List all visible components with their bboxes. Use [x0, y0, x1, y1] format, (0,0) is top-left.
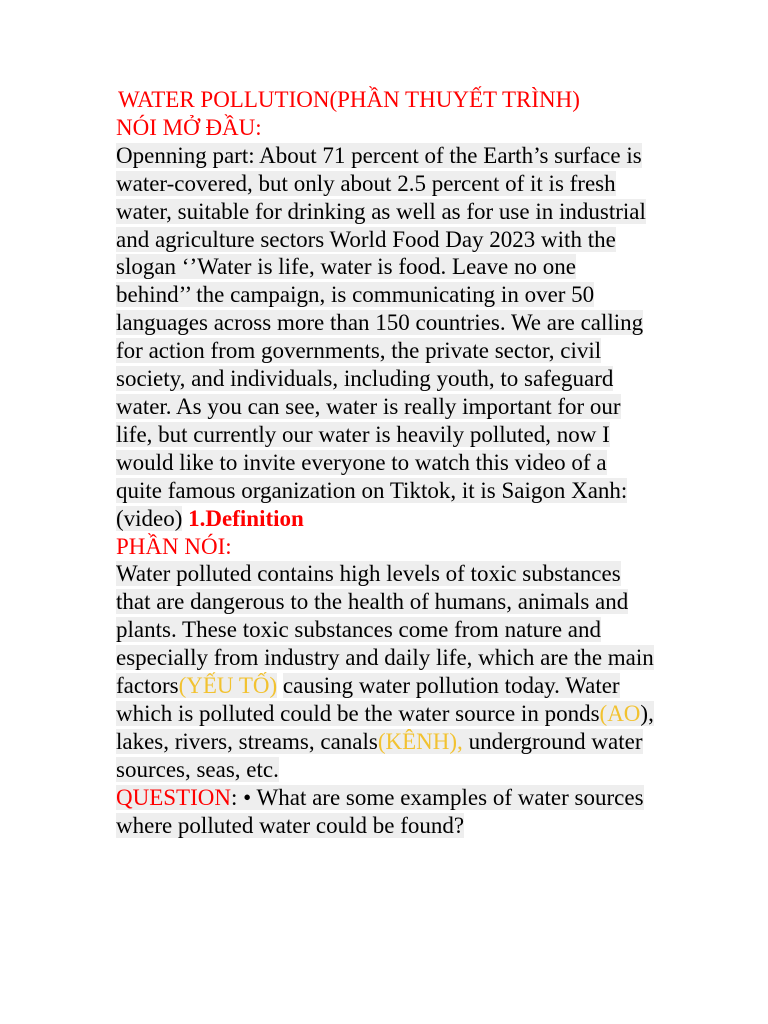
speaking-heading: PHẦN NÓI:: [116, 533, 232, 559]
note-canals: (KÊNH),: [377, 728, 463, 754]
document-title: WATER POLLUTION(PHẦN THUYẾT TRÌNH): [118, 87, 580, 112]
note-factors: (YẾU TỐ): [178, 673, 278, 699]
question-label: QUESTION: [116, 784, 231, 810]
document-page: [116, 86, 656, 839]
definition-text-3: ),: [640, 700, 654, 726]
definition-paragraph: [116, 560, 656, 783]
definition-text-5: underground water sources, seas, etc.: [116, 728, 643, 782]
opening-paragraph-text: Openning part: About 71 percent of the Earth’s surface is water-covered, but only about 2.5 percent of it is fresh water, suitable for drinking as well as for use in industrial and agriculture sectors World Food Day 2023 with the slogan ‘’Water is life, water is food. Leave no one behind’’ the campaign, is communicating in over 50 languages across more than 150 countries. We are calling for action from governments, the private sector, civil society, and individuals, including youth, to safeguard water. As you can see, water is really important for our life, but currently our water is heavily polluted, now I would like to invite everyone to watch this video of a quite famous organization on Tiktok, it is Saigon Xanh: (video): [116, 142, 646, 531]
intro-heading: NÓI MỞ ĐẦU:: [116, 114, 262, 140]
definition-text-2: causing water pollution today. Water which is polluted could be the water source in ponds: [116, 673, 620, 726]
opening-paragraph: [116, 142, 656, 533]
question-paragraph: [116, 784, 656, 840]
question-text: : • What are some examples of water sources where polluted water could be found?: [116, 784, 644, 838]
section-definition-label: 1.Definition: [188, 505, 304, 531]
definition-text-1: Water polluted contains high levels of toxic substances that are dangerous to the health of humans, animals and plants. These toxic substances come from nature and especially from industry and daily life, which are the main factors: [116, 561, 654, 699]
note-ponds: (AO: [599, 700, 641, 726]
definition-text-4: lakes, rivers, streams, canals: [116, 728, 378, 754]
